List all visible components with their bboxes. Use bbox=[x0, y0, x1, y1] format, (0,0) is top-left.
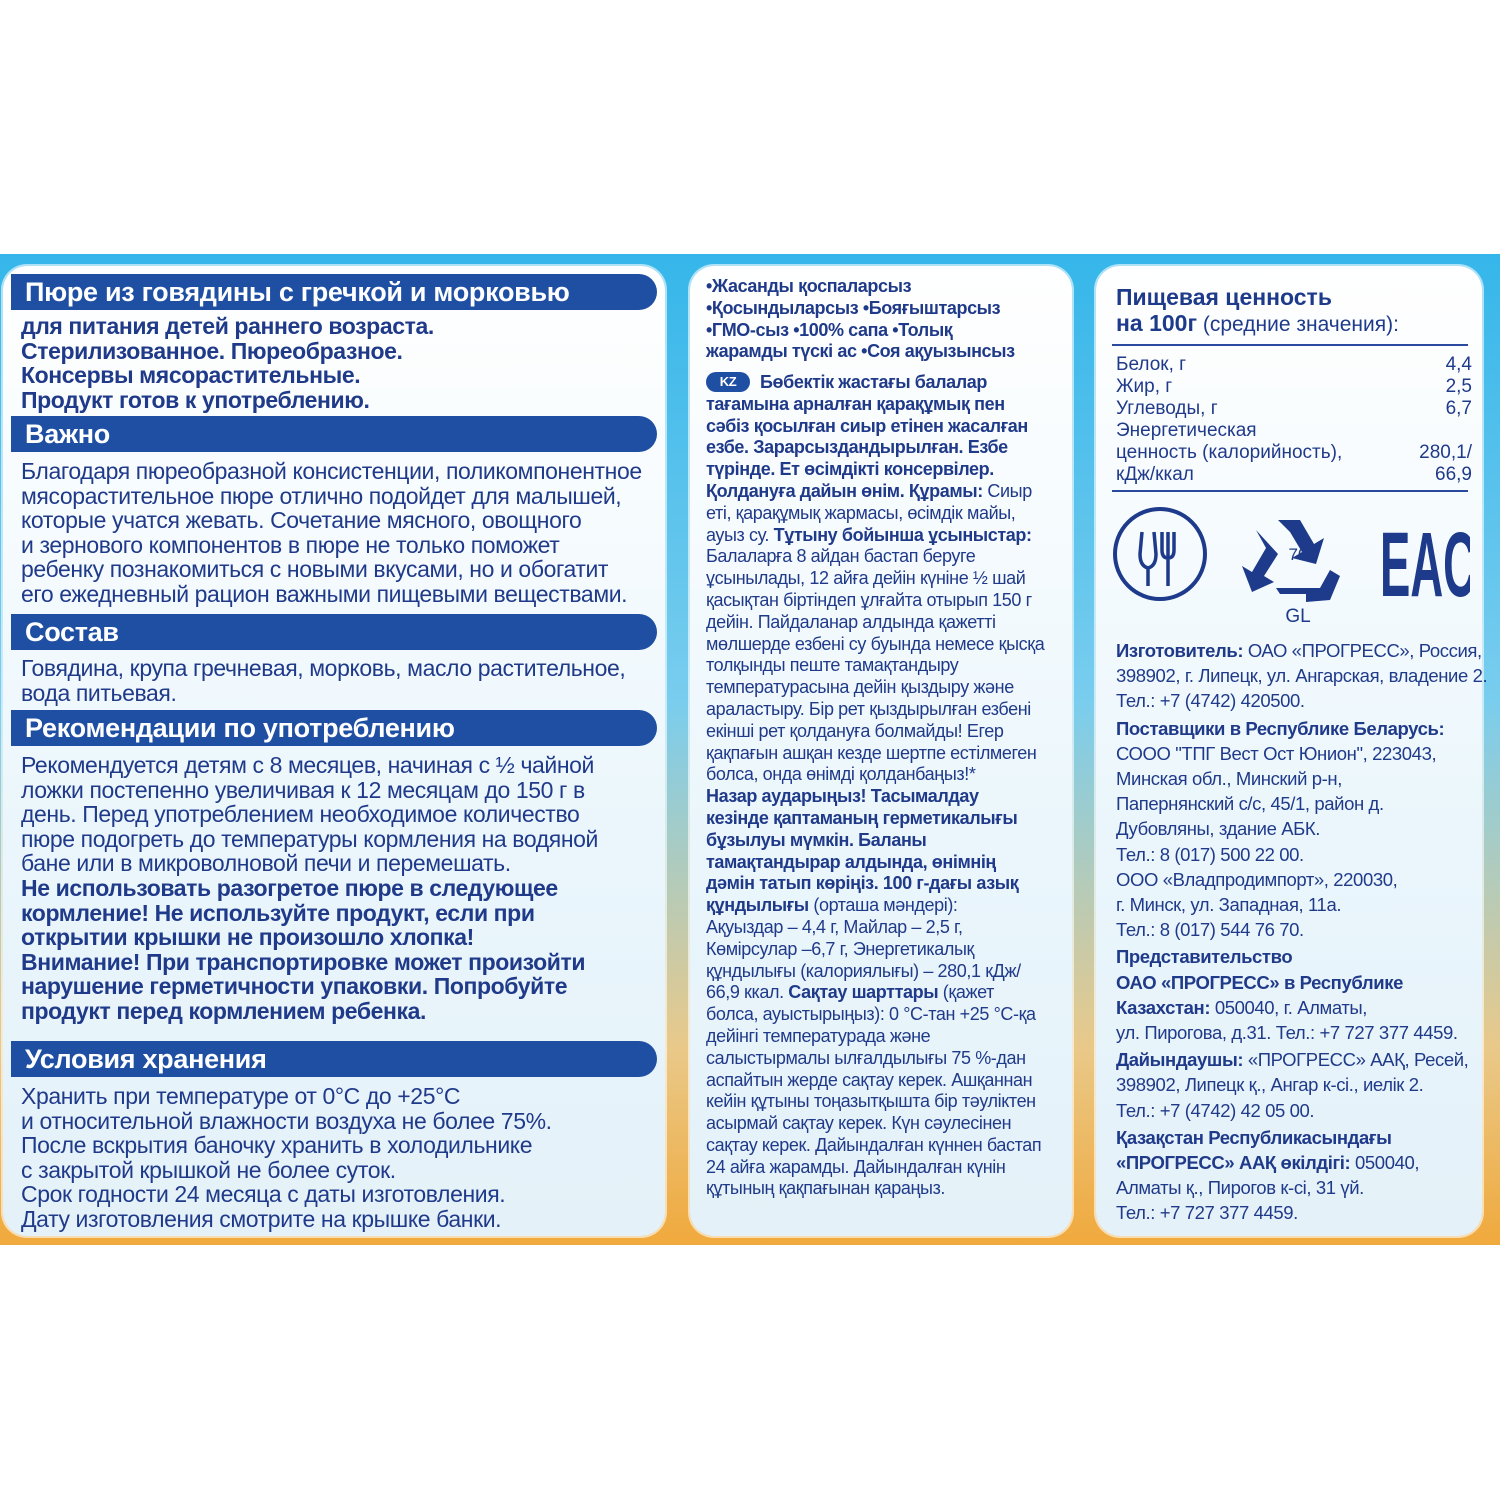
kz-maker-line: Тел.: +7 (4742) 42 05 00. bbox=[1116, 1099, 1315, 1121]
storage-line: и относительной влажности воздуха не более 75%. bbox=[21, 1107, 552, 1134]
kz-usage-line: ұсынылады, 12 айға дейін күніне ½ шай bbox=[706, 568, 1026, 589]
nutrition-subtitle-bold: на 100г bbox=[1116, 310, 1198, 336]
intro-line: Стерилизованное. Пюреобразное. bbox=[21, 337, 403, 364]
storage-text bbox=[21, 1084, 661, 1232]
kz-rep-line: Алматы қ., Пирогов к-сі, 31 үй. bbox=[1116, 1177, 1364, 1199]
nutrition-label: Углеводы, г bbox=[1116, 398, 1218, 419]
nutrition-value: 4,4 bbox=[1445, 354, 1472, 375]
kz-storage-line: салыстырмалы ылғалдылығы 75 %-дан bbox=[706, 1047, 1026, 1068]
kz-usage-line: температурасына дейін қыздыру және bbox=[706, 677, 1014, 698]
kz-warning-line: кезінде қаптаманың герметикалығы bbox=[706, 807, 1018, 828]
energy-label-line: Энергетическая bbox=[1116, 420, 1257, 441]
kz-usage-line: болса, онда өнімді қолданбаңыз!* bbox=[706, 764, 976, 785]
kz-nutrition-line: Ақуыздар – 4,4 г, Майлар – 2,5 г, bbox=[706, 916, 963, 937]
kz-warning-tail: (орташа мәндері): bbox=[808, 895, 958, 916]
nutrition-subtitle-rest: (средние значения): bbox=[1197, 313, 1399, 336]
nutrition-table bbox=[1116, 354, 1472, 486]
kz-usage-line: екінші рет қолдануға болмайды! Егер bbox=[706, 720, 1004, 741]
right-panel-info bbox=[1096, 266, 1488, 1236]
kz-storage-line: кейін құтыны тоңазытқышта бір тәуліктен bbox=[706, 1091, 1036, 1112]
kz-storage-line: аспайтын жерде сақтау керек. Ашқаннан bbox=[706, 1069, 1033, 1090]
kz-maker-text: «ПРОГРЕСС» ААҚ, Ресей, bbox=[1243, 1049, 1469, 1071]
kz-nutrition-line: Көмірсулар –6,7 г, Энергетикалық bbox=[706, 938, 974, 959]
claims-line: •Қосындыларсыз •Бояғыштарсыз bbox=[706, 297, 1001, 318]
usage-line: ложки постепенно увеличивая к 12 месяцам до 150 г в bbox=[21, 776, 585, 803]
kz-storage-after: (қажет bbox=[938, 982, 994, 1003]
recycle-code: GL bbox=[1285, 606, 1311, 627]
nutrition-title bbox=[1116, 284, 1476, 338]
suppliers-line: г. Минск, ул. Западная, 11а. bbox=[1116, 894, 1342, 916]
suppliers-line: Минская обл., Минский р-н, bbox=[1116, 768, 1342, 790]
usage-warning-line: открытии крышки не произошло хлопка! bbox=[21, 924, 474, 951]
kz-warning-line: құндылығы bbox=[706, 895, 809, 916]
kz-language-badge: KZ bbox=[706, 372, 750, 392]
energy-label-line: ценность (калорийность), bbox=[1116, 442, 1343, 463]
storage-line: После вскрытия баночку хранить в холодильнике bbox=[21, 1132, 533, 1159]
kz-warning-line: бұзылуы мүмкін. Баланы bbox=[706, 829, 927, 850]
icons-svg bbox=[1110, 504, 1470, 634]
claims-line: •Жасанды қоспаларсыз bbox=[706, 276, 912, 296]
composition-line: вода питьевая. bbox=[21, 679, 177, 706]
kz-storage-label: Сақтау шарттары bbox=[783, 982, 939, 1003]
kz-usage-line: қақпағын ашқан кезде шертпе естілмеген bbox=[706, 742, 1037, 763]
eac-mark bbox=[1380, 514, 1470, 616]
product-label bbox=[0, 254, 1500, 1245]
nutrition-label: Белок, г bbox=[1116, 354, 1187, 375]
product-title-bar: Пюре из говядины с гречкой и морковью bbox=[11, 274, 657, 310]
kz-composition-line: ауыз су. bbox=[706, 524, 769, 545]
kz-composition-line: еті, қарақұмық жармасы, өсімдік майы, bbox=[706, 502, 1016, 523]
suppliers-block bbox=[1116, 716, 1478, 943]
energy-value-kcal: 66,9 bbox=[1435, 464, 1472, 485]
intro-line: Продукт готов к употреблению. bbox=[21, 386, 370, 413]
kz-composition-label: Қолдануға дайын өнім. Құрамы: bbox=[706, 480, 983, 501]
kz-usage-line: Балаларға 8 айдан бастап беруге bbox=[706, 546, 976, 567]
kz-storage-line: 24 айға жарамды. Дайындалған күнін bbox=[706, 1156, 1006, 1177]
kz-line: тағамына арналған қарақұмық пен bbox=[706, 393, 1005, 414]
usage-warning-line: нарушение герметичности упаковки. Попробуйте bbox=[21, 973, 568, 1000]
kz-first-line: Бөбектік жастағы балалар bbox=[760, 372, 988, 392]
usage-heading-bar: Рекомендации по употреблению bbox=[11, 710, 657, 746]
suppliers-label: Поставщики в Республике Беларусь: bbox=[1116, 717, 1445, 739]
kz-rep-label-line: Қазақстан Республикасындағы bbox=[1116, 1126, 1392, 1148]
important-line: его ежедневный рацион важными пищевыми веществами. bbox=[21, 580, 628, 607]
kz-line: түрінде. Ет өсімдікті консервілер. bbox=[706, 459, 994, 480]
nutrition-title-text: Пищевая ценность bbox=[1116, 284, 1332, 310]
kz-warning-line: Назар аударыңыз! Тасымалдау bbox=[706, 786, 979, 807]
kz-line: сәбіз қосылған сиыр етінен жасалған bbox=[706, 415, 1028, 436]
storage-heading-bar: Условия хранения bbox=[11, 1041, 657, 1077]
kz-maker-label: Дайындаушы: bbox=[1116, 1049, 1244, 1071]
usage-line: пюре подогреть до температуры кормления на водяной bbox=[21, 825, 598, 852]
storage-line: Хранить при температуре от 0°С до +25°С bbox=[21, 1083, 461, 1109]
kz-description bbox=[706, 372, 1066, 1200]
kz-composition-start: Сиыр bbox=[982, 480, 1032, 501]
representative-block bbox=[1116, 944, 1478, 1045]
left-panel-russian bbox=[3, 266, 665, 1236]
kz-maker-line: 398902, Липецк қ., Ангар к-сі., иелік 2. bbox=[1116, 1074, 1424, 1096]
manufacturer-text: ОАО «ПРОГРЕСС», Россия, bbox=[1243, 640, 1482, 661]
manufacturer-label: Изготовитель: bbox=[1116, 640, 1244, 661]
kz-usage-line: дейін. Пайдаланар алдында қажетті bbox=[706, 611, 996, 632]
important-heading-bar: Важно bbox=[11, 416, 657, 452]
kz-rep-text: 050040, bbox=[1350, 1152, 1420, 1174]
claims-line: •ГМО-сыз •100% сапа •Толық bbox=[706, 319, 953, 340]
usage-warning-line: кормление! Не используйте продукт, если при bbox=[21, 899, 535, 926]
storage-line: Срок годности 24 месяца с даты изготовления. bbox=[21, 1181, 506, 1208]
kz-usage-line: толқынды пеште тамақтандыру bbox=[706, 655, 959, 676]
suppliers-line: Тел.: 8 (017) 544 76 70. bbox=[1116, 919, 1304, 941]
usage-line: Рекомендуется детям с 8 месяцев, начиная с ½ чайной bbox=[21, 752, 595, 778]
composition-heading-bar: Состав bbox=[11, 614, 657, 650]
kz-storage-line: болса, ауыстырыңыз): 0 °С-тан +25 °С-қа bbox=[706, 1004, 1036, 1025]
energy-value-kj: 280,1/ bbox=[1419, 442, 1472, 463]
kz-storage-line: дейінгі температурада және bbox=[706, 1025, 931, 1046]
representative-line: ул. Пирогова, д.31. Тел.: +7 727 377 4459. bbox=[1116, 1022, 1458, 1044]
storage-line: с закрытой крышкой не более суток. bbox=[21, 1156, 396, 1183]
kz-warning-line: тамақтандырар алдында, өнімнің bbox=[706, 851, 996, 872]
kz-warning-line: дәмін татып көріңіз. 100 г-дағы азық bbox=[706, 873, 1019, 894]
manufacturer-block bbox=[1116, 638, 1488, 714]
nutrition-top-rule bbox=[1112, 344, 1468, 346]
important-line: и зернового компонентов в пюре не только поможет bbox=[21, 531, 560, 558]
usage-line: бане или в микроволновой печи и перемешать. bbox=[21, 850, 511, 877]
recycle-icon bbox=[1242, 520, 1340, 627]
suppliers-line: Тел.: 8 (017) 500 22 00. bbox=[1116, 843, 1304, 865]
nutrition-label: Жир, г bbox=[1116, 376, 1173, 397]
manufacturer-line: Тел.: +7 (4742) 420500. bbox=[1116, 690, 1305, 712]
kz-usage-label: Тұтыну бойынша ұсыныстар: bbox=[773, 524, 1032, 545]
intro-line: для питания детей раннего возраста. bbox=[21, 313, 434, 339]
kz-nutrition-line: құндылығы (калориялығы) – 280,1 кДж/ bbox=[706, 960, 1021, 981]
claims-line: жарамды түскі ас •Соя ақуызынсыз bbox=[706, 341, 1015, 362]
nutrition-row bbox=[1116, 376, 1472, 398]
important-line: мясорастительное пюре отлично подойдет для малышей, bbox=[21, 482, 622, 509]
nutrition-row-energy bbox=[1116, 420, 1472, 486]
manufacturer-line: 398902, г. Липецк, ул. Ангарская, владение 2. bbox=[1116, 665, 1488, 687]
kz-usage-line: мөлшерде езбені су буында немесе қысқа bbox=[706, 633, 1045, 654]
usage-line: день. Перед употреблением необходимое количество bbox=[21, 801, 580, 828]
representative-label-line: Представительство bbox=[1116, 946, 1293, 968]
nutrition-value: 6,7 bbox=[1445, 398, 1472, 419]
representative-text: 050040, г. Алматы, bbox=[1210, 996, 1368, 1018]
usage-warning-line: Внимание! При транспортировке может произойти bbox=[21, 948, 586, 975]
composition-line: Говядина, крупа гречневая, морковь, масло растительное, bbox=[21, 655, 626, 681]
eac-text: EAC bbox=[1380, 514, 1470, 616]
suppliers-line: СООО "ТПГ Вест Ост Юнион", 223043, bbox=[1116, 742, 1437, 764]
usage-text bbox=[21, 753, 661, 1024]
certification-icons bbox=[1110, 504, 1470, 634]
nutrition-row bbox=[1116, 354, 1472, 376]
kz-maker-block bbox=[1116, 1047, 1478, 1123]
representative-country: Казахстан: bbox=[1116, 996, 1211, 1018]
representative-label-line: ОАО «ПРОГРЕСС» в Республике bbox=[1116, 971, 1403, 993]
suppliers-line: Папернянский с/с, 45/1, район д. bbox=[1116, 793, 1384, 815]
energy-value bbox=[1419, 442, 1472, 486]
food-safe-icon bbox=[1115, 509, 1205, 599]
nutrition-row bbox=[1116, 398, 1472, 420]
important-line: Благодаря пюреобразной консистенции, поликомпонентное bbox=[21, 458, 642, 484]
kz-usage-line: қасықтан біртіндеп ұлғайта отырып 150 г bbox=[706, 589, 1032, 610]
kz-rep-line: Тел.: +7 727 377 4459. bbox=[1116, 1202, 1298, 1224]
kz-nutrition-last: 66,9 ккал. bbox=[706, 982, 784, 1003]
important-line: которые учатся жевать. Сочетание мясного, овощного bbox=[21, 507, 582, 534]
nutrition-bottom-rule bbox=[1112, 490, 1468, 492]
kz-storage-line: құтының қақпағынан қараңыз. bbox=[706, 1178, 946, 1199]
storage-line: Дату изготовления смотрите на крышке банки. bbox=[21, 1205, 502, 1232]
kz-storage-line: асырмай сақтау керек. Күн сәулесінен bbox=[706, 1113, 1012, 1134]
suppliers-line: Дубовляны, здание АБК. bbox=[1116, 818, 1321, 840]
kz-line: езбе. Зарарсыздандырылған. Езбе bbox=[706, 437, 1008, 458]
energy-label bbox=[1116, 420, 1342, 486]
manufacturer-info bbox=[1116, 638, 1488, 1228]
important-line: ребенку познакомиться с новыми вкусами, но и обогатит bbox=[21, 556, 609, 583]
energy-label-line: кДж/ккал bbox=[1116, 464, 1194, 485]
composition-text bbox=[21, 656, 661, 705]
important-text bbox=[21, 459, 661, 607]
intro-line: Консервы мясорастительные. bbox=[21, 362, 361, 389]
kz-rep-label: «ПРОГРЕСС» ААҚ өкілдігі: bbox=[1116, 1152, 1351, 1174]
kz-storage-line: сақтау керек. Дайындалған күннен бастап bbox=[706, 1134, 1042, 1155]
middle-panel-kazakh bbox=[690, 266, 1072, 1236]
claims-text bbox=[706, 276, 1066, 363]
suppliers-line: ООО «Владпродимпорт», 220030, bbox=[1116, 868, 1398, 890]
usage-warning-line: Не использовать разогретое пюре в следующее bbox=[21, 874, 558, 901]
usage-warning-line: продукт перед кормлением ребенка. bbox=[21, 997, 427, 1024]
nutrition-value: 2,5 bbox=[1445, 376, 1472, 397]
intro-text bbox=[21, 314, 661, 412]
kz-representative-block bbox=[1116, 1125, 1478, 1226]
kz-usage-line: араластыру. Бір рет қыздырылған езбені bbox=[706, 698, 1031, 719]
recycle-number: 70 bbox=[1288, 545, 1308, 564]
